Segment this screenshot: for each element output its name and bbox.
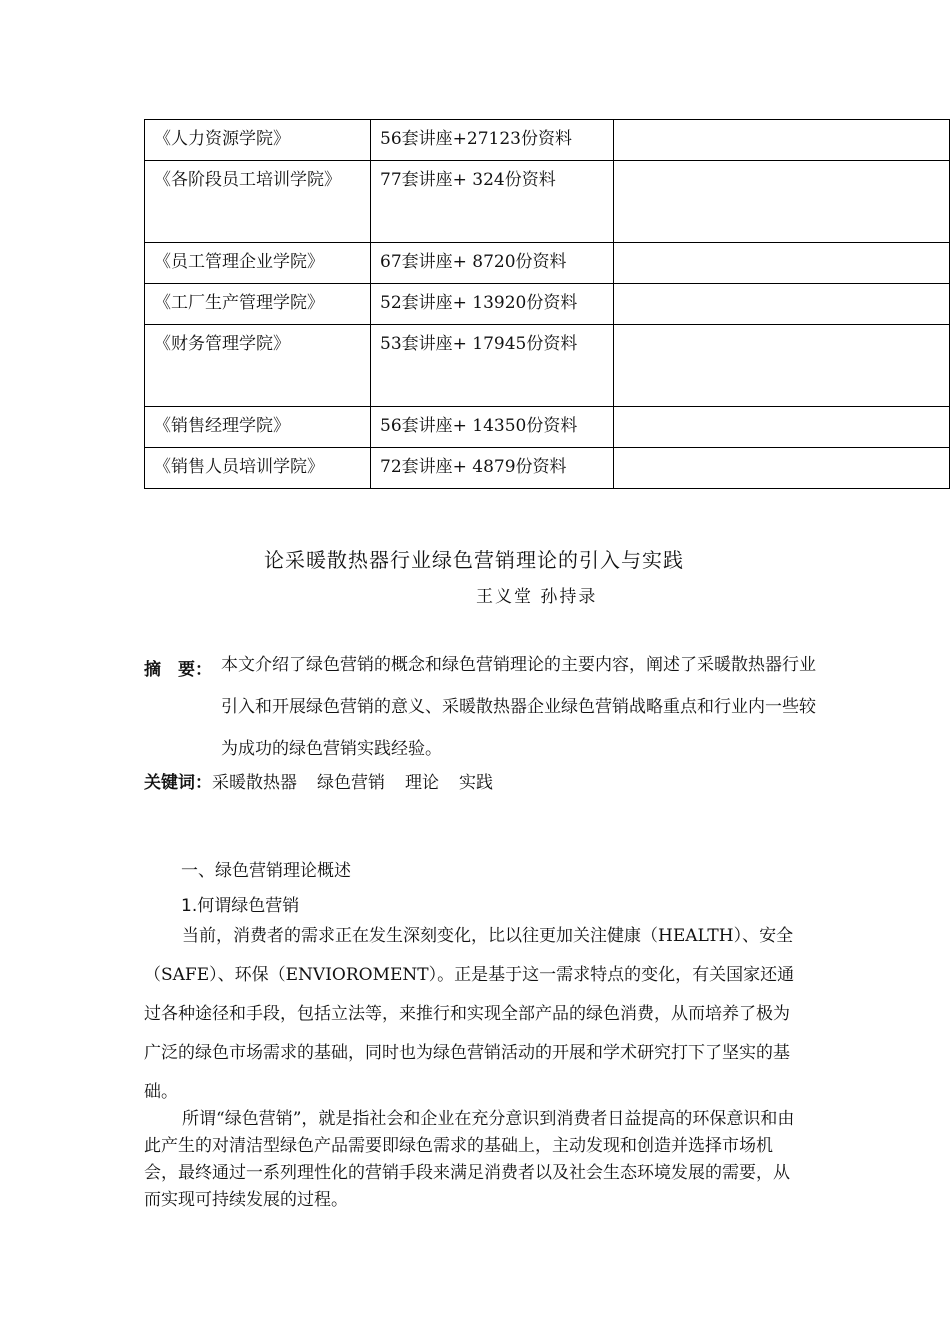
keyword: 采暖散热器 bbox=[212, 773, 297, 793]
keyword: 理论 bbox=[405, 773, 439, 793]
keyword: 绿色营销 bbox=[317, 773, 385, 793]
course-note-cell bbox=[614, 325, 950, 407]
course-name-cell: 《工厂生产管理学院》 bbox=[145, 284, 371, 325]
course-name-cell: 《销售经理学院》 bbox=[145, 407, 371, 448]
course-content-cell: 77套讲座+ 324份资料 bbox=[371, 161, 614, 243]
body-paragraph: 当前，消费者的需求正在发生深刻变化，比以往更加关注健康（HEALTH）、安全（SAFE）、环保（ENVIOROMENT）。正是基于这一需求特点的变化，有关国家还通过各种途径和手段，包括立法等，来推行和实现全部产品的绿色消费，从而培养了极为广泛的绿色市场需求的基础，同时也为绿色营销活动的开展和学术研究打下了坚实的基础。 bbox=[144, 926, 795, 1102]
table-row bbox=[145, 161, 950, 243]
table-row bbox=[145, 243, 950, 284]
course-content-cell: 67套讲座+ 8720份资料 bbox=[371, 243, 614, 284]
course-note-cell bbox=[614, 407, 950, 448]
course-name-cell: 《销售人员培训学院》 bbox=[145, 448, 371, 489]
table-row bbox=[145, 120, 950, 161]
course-name-cell: 《财务管理学院》 bbox=[145, 325, 371, 407]
course-name-cell: 《各阶段员工培训学院》 bbox=[145, 161, 371, 243]
keyword: 实践 bbox=[459, 773, 493, 793]
subsection-heading: 1.何谓绿色营销 bbox=[181, 896, 300, 916]
body-paragraph: 所谓“绿色营销”，就是指社会和企业在充分意识到消费者日益提高的环保意识和由此产生的对清洁型绿色产品需要即绿色需求的基础上，主动发现和创造并选择市场机会，最终通过一系列理性化的营销手段来满足消费者以及社会生态环境发展的需要，从而实现可持续发展的过程。 bbox=[144, 1109, 795, 1210]
abstract-label: 摘 要： bbox=[144, 660, 212, 680]
course-note-cell bbox=[614, 284, 950, 325]
course-content-cell: 56套讲座+27123份资料 bbox=[371, 120, 614, 161]
course-note-cell bbox=[614, 448, 950, 489]
section-heading: 一、绿色营销理论概述 bbox=[181, 861, 351, 881]
course-name-cell: 《员工管理企业学院》 bbox=[145, 243, 371, 284]
keywords-block bbox=[144, 768, 513, 793]
course-content-cell: 53套讲座+ 17945份资料 bbox=[371, 325, 614, 407]
course-content-cell: 52套讲座+ 13920份资料 bbox=[371, 284, 614, 325]
keywords-label: 关键词： bbox=[144, 773, 212, 793]
course-catalog-table bbox=[144, 119, 950, 489]
course-note-cell bbox=[614, 243, 950, 284]
course-content-cell: 72套讲座+ 4879份资料 bbox=[371, 448, 614, 489]
table-row bbox=[145, 407, 950, 448]
course-content-cell: 56套讲座+ 14350份资料 bbox=[371, 407, 614, 448]
abstract-text: 本文介绍了绿色营销的概念和绿色营销理论的主要内容，阐述了采暖散热器行业引入和开展绿色营销的意义、采暖散热器企业绿色营销战略重点和行业内一些较为成功的绿色营销实践经验。 bbox=[221, 655, 816, 759]
table-row bbox=[145, 325, 950, 407]
article-authors: 王义堂 孙持录 bbox=[476, 587, 598, 607]
course-note-cell bbox=[614, 161, 950, 243]
table-row bbox=[145, 284, 950, 325]
course-name-cell: 《人力资源学院》 bbox=[145, 120, 371, 161]
course-note-cell bbox=[614, 120, 950, 161]
table-row bbox=[145, 448, 950, 489]
article-title: 论采暖散热器行业绿色营销理论的引入与实践 bbox=[264, 548, 684, 572]
